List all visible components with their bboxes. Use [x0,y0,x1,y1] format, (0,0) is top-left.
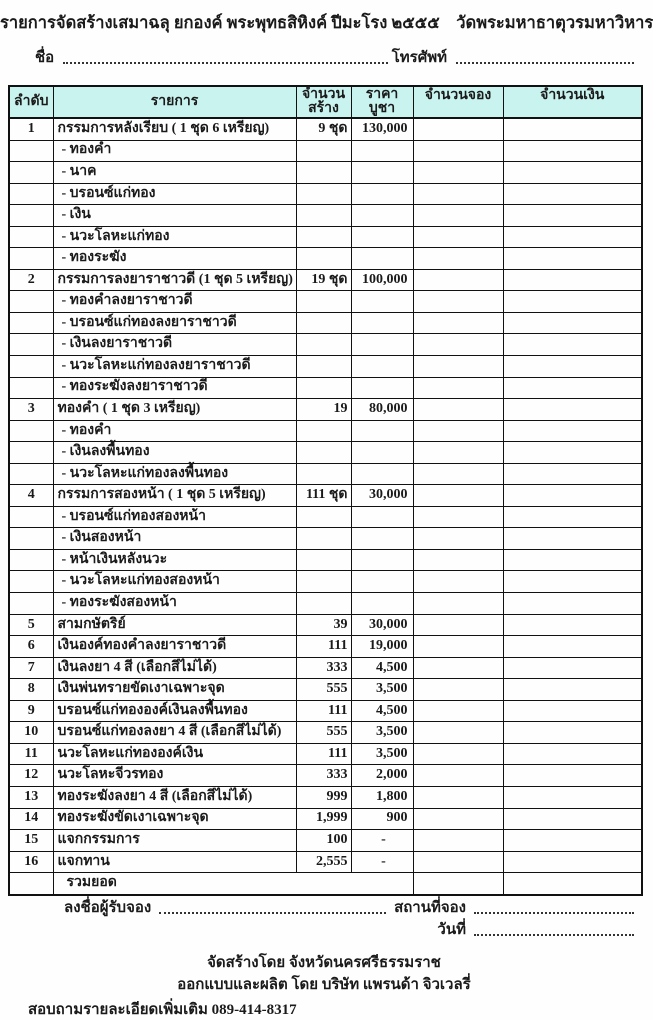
cell-reserve [413,377,503,399]
cell-item: - ทองระฆังลงยาราชาวดี [53,377,296,399]
cell-qty: 111 ชุด [296,485,351,507]
cell-price: 19,000 [351,636,413,658]
place-label: สถานที่จอง [394,899,466,916]
cell-qty [296,183,351,205]
cell-no [9,334,53,356]
cell-item: - เงินลงยาราชาวดี [53,334,296,356]
table-row [9,700,642,722]
cell-reserve [413,549,503,571]
cell-no: 14 [9,808,53,830]
table-row [9,571,642,593]
cell-reserve [413,722,503,744]
date-label: วันที่ [437,921,466,938]
cell-qty [296,420,351,442]
cell-no [9,205,53,227]
cell-reserve [413,765,503,787]
cell-price [351,593,413,615]
table-row [9,743,642,765]
cell-qty [296,205,351,227]
cell-amount [503,118,642,140]
cell-reserve [413,679,503,701]
cell-price: 3,500 [351,743,413,765]
header-price-line1: ราคา [365,87,399,102]
cell-price [351,334,413,356]
header-qty [296,86,351,118]
cell-no [9,593,53,615]
cell-qty [296,312,351,334]
cell-price: 30,000 [351,485,413,507]
cell-qty [296,506,351,528]
cell-item: - เงิน [53,205,296,227]
table-row [9,205,642,227]
table-row [9,377,642,399]
cell-item: - บรอนซ์แก่ทองลงยาราชาวดี [53,312,296,334]
table-body [9,118,642,873]
phone-label: โทรศัพท์ [391,50,447,66]
cell-amount [503,636,642,658]
cell-item: แจกกรรมการ [53,830,296,852]
cell-no [9,377,53,399]
cell-no [9,549,53,571]
cell-amount [503,463,642,485]
name-label: ชื่อ [35,50,55,66]
cell-no: 3 [9,399,53,421]
cell-qty [296,593,351,615]
cell-price: 30,000 [351,614,413,636]
table-row [9,636,642,658]
cell-price: 4,500 [351,657,413,679]
cell-amount [503,162,642,184]
cell-qty [296,549,351,571]
table-row [9,830,642,852]
sign-label: ลงชื่อผู้รับจอง [64,899,152,916]
cell-item: - ทองคำลงยาราชาวดี [53,291,296,313]
cell-qty [296,140,351,162]
made-by-line: จัดสร้างโดย จังหวัดนครศรีธรรมราช [207,954,441,971]
cell-item: - ทองคำ [53,140,296,162]
cell-amount [503,679,642,701]
table-row [9,291,642,313]
cell-amount [503,377,642,399]
phone-dotted-field [456,58,634,64]
cell-qty [296,377,351,399]
cell-price: 900 [351,808,413,830]
cell-price: 3,500 [351,722,413,744]
cell-price: 2,000 [351,765,413,787]
cell-item: - นาค [53,162,296,184]
cell-amount [503,743,642,765]
table-row [9,269,642,291]
cell-amount [503,571,642,593]
table-row [9,420,642,442]
header-qty-line1: จำนวน [301,87,346,102]
table-row [9,356,642,378]
cell-reserve [413,743,503,765]
cell-amount [503,399,642,421]
cell-reserve [413,334,503,356]
cell-amount [503,248,642,270]
cell-reserve [413,248,503,270]
cell-item: - นวะโลหะแก่ทองลงพื้นทอง [53,463,296,485]
cell-amount [503,528,642,550]
cell-price [351,183,413,205]
designed-by-line: ออกแบบและผลิต โดย บริษัท แพรนด้า จิวเวลรี่ [177,976,471,993]
sign-dotted-field [159,908,386,914]
cell-item: นวะโลหะแก่ทององค์เงิน [53,743,296,765]
header-qty-line2: สร้าง [308,101,339,116]
table-row [9,334,642,356]
page-title: รายการจัดสร้างเสมาฉลุ ยกองค์ พระพุทธสิหิงค์ ปีมะโรง ๒๕๕๕ วัดพระมหาธาตุวรมหาวิหาร [0,13,653,32]
cell-item: - ทองระฆังสองหน้า [53,593,296,615]
cell-qty [296,356,351,378]
cell-item: บรอนซ์แก่ทององค์เงินลงพื้นทอง [53,700,296,722]
cell-price [351,549,413,571]
cell-no [9,162,53,184]
cell-qty: 2,555 [296,851,351,873]
cell-amount [503,442,642,464]
cell-amount [503,226,642,248]
cell-reserve [413,420,503,442]
date-dotted-field [474,930,634,936]
date-line [60,918,638,940]
cell-qty: 555 [296,679,351,701]
place-dotted-field [474,908,634,914]
cell-amount [503,140,642,162]
table-row [9,183,642,205]
total-no-cell [9,873,53,895]
cell-reserve [413,700,503,722]
cell-item: - นวะโลหะแก่ทองสองหน้า [53,571,296,593]
cell-item: - หน้าเงินหลังนวะ [53,549,296,571]
cell-reserve [413,205,503,227]
cell-amount [503,420,642,442]
cell-item: ทองระฆังขัดเงาเฉพาะจุด [53,808,296,830]
table-row [9,786,642,808]
cell-no: 6 [9,636,53,658]
cell-item: สามกษัตริย์ [53,614,296,636]
cell-qty [296,291,351,313]
cell-no [9,420,53,442]
signature-line [60,896,638,918]
cell-amount [503,700,642,722]
cell-price [351,528,413,550]
cell-reserve [413,851,503,873]
cell-amount [503,183,642,205]
cell-qty: 1,999 [296,808,351,830]
cell-reserve [413,786,503,808]
name-dotted-field [63,58,387,64]
cell-qty: 555 [296,722,351,744]
table-row [9,765,642,787]
cell-amount [503,851,642,873]
table-row [9,140,642,162]
cell-amount [503,312,642,334]
cell-amount [503,269,642,291]
cell-price [351,377,413,399]
cell-price [351,463,413,485]
cell-reserve [413,830,503,852]
cell-price: 3,500 [351,679,413,701]
cell-reserve [413,571,503,593]
cell-item: เงินลงยา 4 สี (เลือกสีไม่ได้) [53,657,296,679]
cell-item: - นวะโลหะแก่ทอง [53,226,296,248]
cell-qty [296,162,351,184]
table-row [9,506,642,528]
cell-no [9,140,53,162]
cell-reserve [413,657,503,679]
cell-amount [503,291,642,313]
cell-reserve [413,808,503,830]
cell-item: เงินองค์ทองคำลงยาราชาวดี [53,636,296,658]
cell-no [9,442,53,464]
table-row [9,528,642,550]
cell-no: 10 [9,722,53,744]
cell-item: บรอนซ์แก่ทองลงยา 4 สี (เลือกสีไม่ได้) [53,722,296,744]
table-row [9,248,642,270]
cell-amount [503,614,642,636]
table-row [9,485,642,507]
cell-price: 4,500 [351,700,413,722]
cell-reserve [413,356,503,378]
cell-reserve [413,226,503,248]
header-price [351,86,413,118]
cell-item: ทองระฆังลงยา 4 สี (เลือกสีไม่ได้) [53,786,296,808]
cell-qty: 333 [296,657,351,679]
cell-no [9,226,53,248]
cell-reserve [413,291,503,313]
cell-no [9,528,53,550]
cell-no: 12 [9,765,53,787]
total-row [9,873,642,895]
cell-qty: 9 ชุด [296,118,351,140]
cell-price [351,571,413,593]
cell-amount [503,765,642,787]
cell-amount [503,205,642,227]
cell-price: - [351,830,413,852]
cell-no: 4 [9,485,53,507]
table-row [9,614,642,636]
cell-qty [296,248,351,270]
cell-qty [296,226,351,248]
cell-amount [503,334,642,356]
cell-amount [503,722,642,744]
header-no: ลำดับ [9,86,53,118]
cell-reserve [413,528,503,550]
cell-amount [503,485,642,507]
total-amount-cell [503,873,642,895]
cell-qty: 100 [296,830,351,852]
table-row [9,162,642,184]
table-row [9,657,642,679]
cell-reserve [413,593,503,615]
cell-price [351,226,413,248]
cell-price: - [351,851,413,873]
cell-no [9,506,53,528]
cell-item: กรรมการสองหน้า ( 1 ชุด 5 เหรียญ) [53,485,296,507]
cell-price [351,312,413,334]
cell-reserve [413,463,503,485]
cell-no: 8 [9,679,53,701]
cell-item: กรรมการลงยาราชาวดี (1 ชุด 5 เหรียญ) [53,269,296,291]
cell-qty [296,528,351,550]
table-row [9,549,642,571]
cell-item: ทองคำ ( 1 ชุด 3 เหรียญ) [53,399,296,421]
cell-qty: 111 [296,636,351,658]
cell-item: กรรมการหลังเรียบ ( 1 ชุด 6 เหรียญ) [53,118,296,140]
cell-amount [503,593,642,615]
cell-price [351,291,413,313]
cell-amount [503,549,642,571]
table-row [9,118,642,140]
table-row [9,722,642,744]
cell-reserve [413,442,503,464]
table-row [9,312,642,334]
cell-qty [296,463,351,485]
cell-no [9,312,53,334]
cell-no [9,463,53,485]
header-item: รายการ [53,86,296,118]
table-row [9,226,642,248]
cell-reserve [413,162,503,184]
total-label: รวมยอด [53,873,413,895]
cell-price [351,140,413,162]
cell-amount [503,808,642,830]
cell-no [9,183,53,205]
table-row [9,808,642,830]
cell-price [351,506,413,528]
cell-item: - เงินสองหน้า [53,528,296,550]
cell-item: - บรอนซ์แก่ทอง [53,183,296,205]
cell-no [9,571,53,593]
table-row [9,399,642,421]
header-amount: จำนวนเงิน [503,86,642,118]
cell-no: 11 [9,743,53,765]
cell-item: นวะโลหะจีวรทอง [53,765,296,787]
cell-qty [296,442,351,464]
cell-no [9,248,53,270]
cell-reserve [413,614,503,636]
cell-reserve [413,140,503,162]
order-table [8,85,643,896]
total-reserve-cell [413,873,503,895]
cell-item: - ทองระฆัง [53,248,296,270]
cell-price [351,442,413,464]
cell-amount [503,830,642,852]
header-price-line2: บูชา [368,101,396,116]
table-row [9,593,642,615]
cell-qty: 111 [296,743,351,765]
cell-reserve [413,312,503,334]
cell-no: 2 [9,269,53,291]
cell-item: - เงินลงพื้นทอง [53,442,296,464]
cell-price [351,420,413,442]
cell-no: 9 [9,700,53,722]
cell-item: - นวะโลหะแก่ทองลงยาราชาวดี [53,356,296,378]
cell-no: 13 [9,786,53,808]
cell-no [9,356,53,378]
cell-no: 15 [9,830,53,852]
cell-price [351,356,413,378]
cell-qty: 999 [296,786,351,808]
cell-qty: 39 [296,614,351,636]
table-row [9,463,642,485]
cell-price [351,162,413,184]
cell-item: - บรอนซ์แก่ทองสองหน้า [53,506,296,528]
cell-reserve [413,636,503,658]
cell-no: 5 [9,614,53,636]
cell-reserve [413,269,503,291]
cell-qty: 333 [296,765,351,787]
cell-amount [503,506,642,528]
table-header-row [9,86,642,118]
table-row [9,851,642,873]
cell-price: 1,800 [351,786,413,808]
cell-price [351,248,413,270]
cell-reserve [413,506,503,528]
cell-item: เงินพ่นทรายขัดเงาเฉพาะจุด [53,679,296,701]
cell-price: 80,000 [351,399,413,421]
cell-reserve [413,183,503,205]
cell-no: 16 [9,851,53,873]
cell-reserve [413,118,503,140]
header-reserve: จำนวนจอง [413,86,503,118]
cell-item: - ทองคำ [53,420,296,442]
table-row [9,442,642,464]
cell-no: 7 [9,657,53,679]
cell-amount [503,786,642,808]
cell-item: แจกทาน [53,851,296,873]
cell-no: 1 [9,118,53,140]
cell-qty: 19 ชุด [296,269,351,291]
cell-qty: 19 [296,399,351,421]
cell-qty [296,334,351,356]
cell-reserve [413,399,503,421]
cell-qty [296,571,351,593]
cell-amount [503,356,642,378]
cell-no [9,291,53,313]
name-phone-line [35,44,638,68]
contact-line: สอบถามรายละเอียดเพิ่มเติม 089-414-8317 [28,1001,297,1018]
cell-amount [503,657,642,679]
cell-price [351,205,413,227]
cell-price: 100,000 [351,269,413,291]
table-row [9,679,642,701]
cell-reserve [413,485,503,507]
cell-qty: 111 [296,700,351,722]
cell-price: 130,000 [351,118,413,140]
